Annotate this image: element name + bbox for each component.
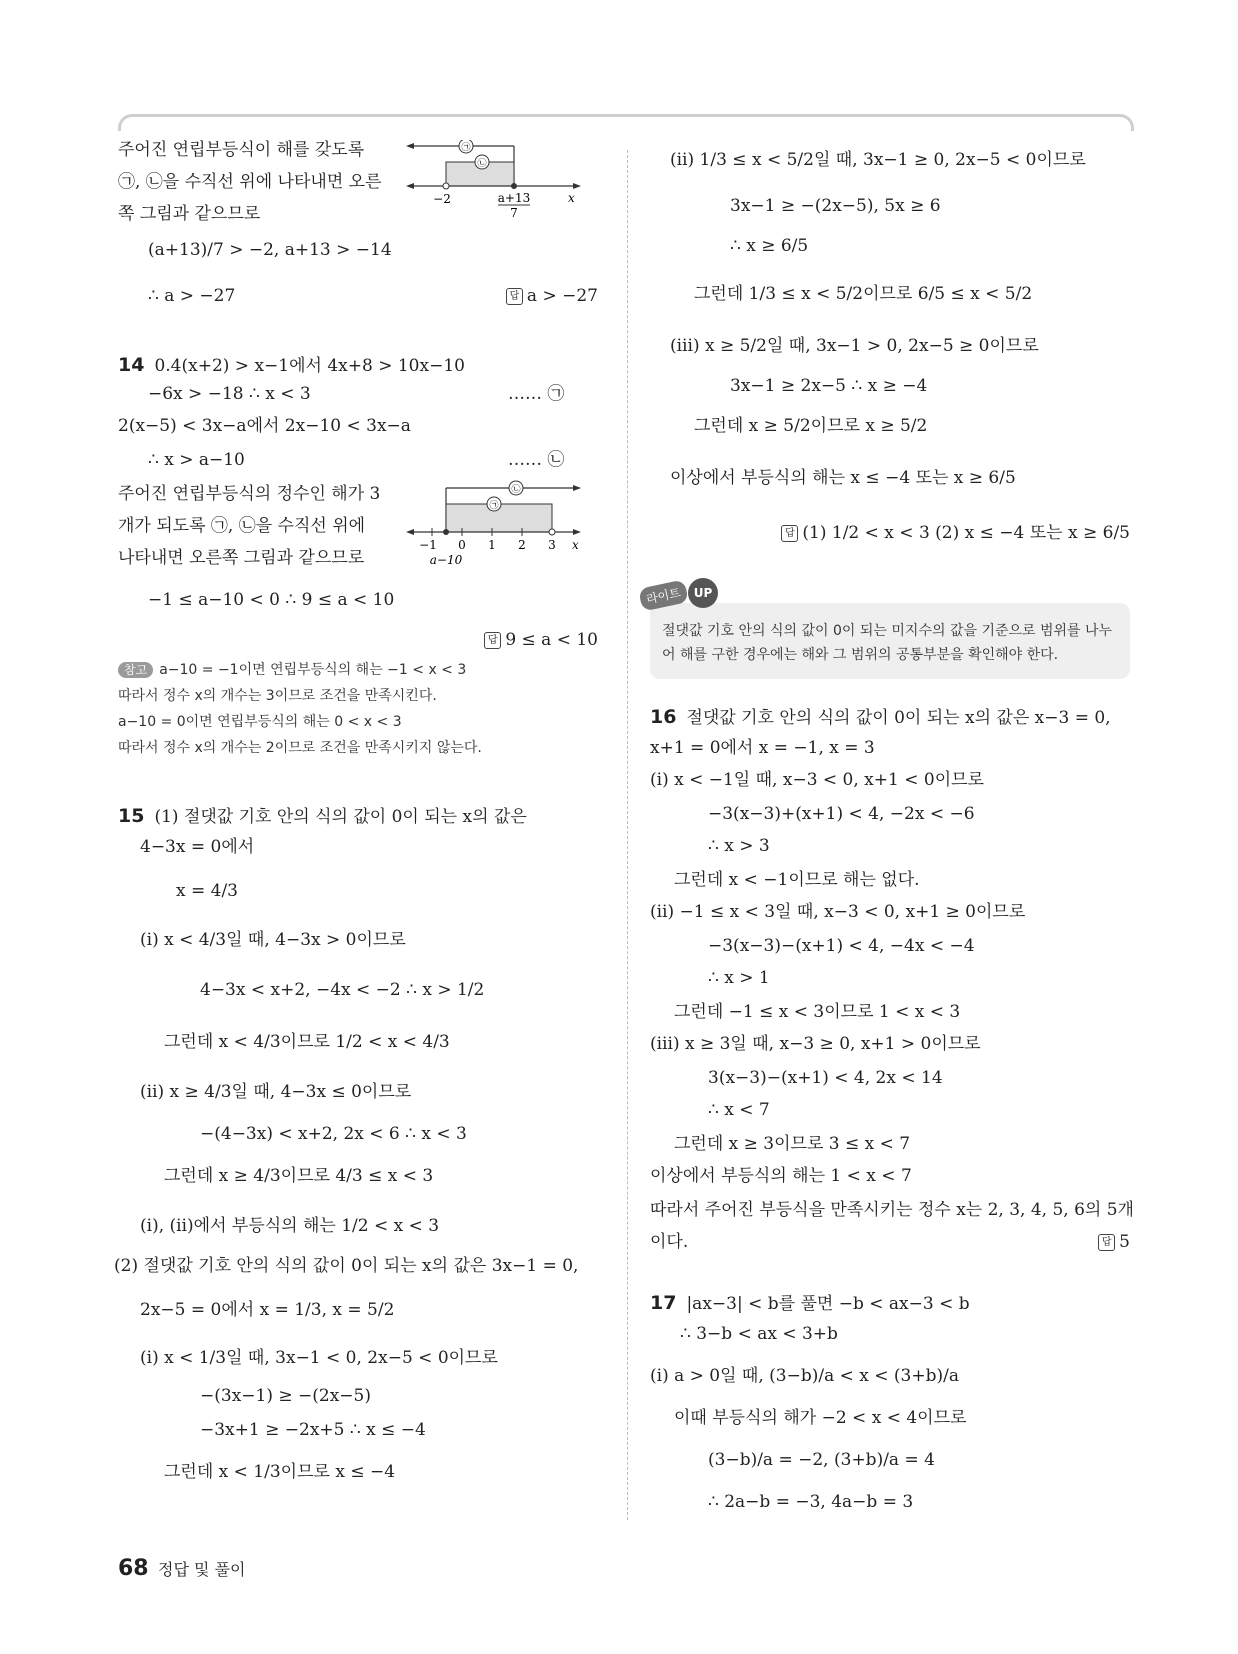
math-line: 3(x−3)−(x+1) < 4, 2x < 14 xyxy=(708,1068,943,1088)
problem-number: 16 xyxy=(650,706,677,728)
answer-mark: 답 xyxy=(1098,1234,1115,1251)
math-line: (ⅱ) x ≥ 4/3일 때, 4−3x ≤ 0이므로 xyxy=(140,1082,412,1102)
label-c1: ㉡ xyxy=(511,485,521,495)
label-c2: ㉠ xyxy=(489,501,499,511)
math-line: (ⅰ) a > 0일 때, (3−b)/a < x < (3+b)/a xyxy=(650,1366,959,1386)
open-point xyxy=(443,183,449,189)
math-line: 3x−1 ≥ 2x−5 ∴ x ≥ −4 xyxy=(730,376,928,396)
tip-badge-up: UP xyxy=(688,578,718,608)
closed-point xyxy=(511,183,517,189)
label-c1: ㉠ xyxy=(461,143,471,153)
math-line: −(3x−1) ≥ −(2x−5) xyxy=(200,1386,371,1406)
tick-label: 7 xyxy=(510,206,518,220)
tip-badge-label: 라이트 xyxy=(638,579,689,611)
math-line: 이상에서 부등식의 해는 x ≤ −4 또는 x ≥ 6/5 xyxy=(670,468,1016,488)
math-line: ∴ x ≥ 6/5 xyxy=(730,236,809,256)
open-point xyxy=(549,529,555,535)
math-line: ∴ x > a−10 xyxy=(148,450,245,470)
tip-badge xyxy=(640,578,716,612)
note-line: 따라서 정수 x의 개수는 3이므로 조건을 만족시킨다. xyxy=(118,688,437,704)
arrow-right xyxy=(573,183,581,189)
closed-point xyxy=(443,529,449,535)
math-line: 그런데 x ≥ 3이므로 3 ≤ x < 7 xyxy=(674,1134,911,1154)
math-line: 이상에서 부등식의 해는 1 < x < 7 xyxy=(650,1166,912,1186)
problem-15-line1: 15 (1) 절댓값 기호 안의 식의 값이 0이 되는 x의 값은 xyxy=(118,805,527,827)
problem-number: 14 xyxy=(118,354,145,376)
arrow-left xyxy=(406,529,414,535)
math-line: −3(x−3)+(x+1) < 4, −2x < −6 xyxy=(708,804,975,824)
answer-16: 답 5 xyxy=(1098,1232,1130,1252)
page-footer xyxy=(118,1556,245,1581)
math-line: (ⅱ) 1/3 ≤ x < 5/2일 때, 3x−1 ≥ 0, 2x−5 < 0이므로 xyxy=(670,150,1086,170)
math-line: (ⅰ), (ⅱ)에서 부등식의 해는 1/2 < x < 3 xyxy=(140,1216,440,1236)
tick-label: 1 xyxy=(488,538,496,552)
math-line: (a+13)/7 > −2, a+13 > −14 xyxy=(148,240,392,260)
answer-mark: 답 xyxy=(484,632,501,649)
text-line: 나타내면 오른쪽 그림과 같으므로 xyxy=(118,548,365,568)
math-line: (ⅰ) x < 4/3일 때, 4−3x > 0이므로 xyxy=(140,930,406,950)
equation-mark: …… ㉠ xyxy=(508,384,565,404)
label-c2: ㉡ xyxy=(477,159,487,169)
axis-label: x xyxy=(572,538,579,552)
tick-label: 3 xyxy=(548,538,556,552)
math-line: 그런데 x < 1/3이므로 x ≤ −4 xyxy=(164,1462,396,1482)
problem-number: 15 xyxy=(118,805,145,827)
math-line: 따라서 주어진 부등식을 만족시키는 정수 x는 2, 3, 4, 5, 6의 5개 xyxy=(650,1200,1134,1220)
math-line: ∴ x < 7 xyxy=(708,1100,770,1120)
math-line: (2) 절댓값 기호 안의 식의 값이 0이 되는 x의 값은 3x−1 = 0, xyxy=(114,1256,579,1276)
text-line: 주어진 연립부등식의 정수인 해가 3 xyxy=(118,484,381,504)
math-line: −3(x−3)−(x+1) < 4, −4x < −4 xyxy=(708,936,975,956)
tick-label: 2 xyxy=(518,538,526,552)
note-tag: 참고 xyxy=(118,662,153,678)
math-line: 그런데 x ≥ 4/3이므로 4/3 ≤ x < 3 xyxy=(164,1166,434,1186)
note-line: a−10 = 0이면 연립부등식의 해는 0 < x < 3 xyxy=(118,714,402,730)
math-line: 2x−5 = 0에서 x = 1/3, x = 5/2 xyxy=(140,1300,395,1320)
text-line: ㉠, ㉡을 수직선 위에 나타내면 오른 xyxy=(118,172,382,192)
answer-13: 답 a > −27 xyxy=(506,286,598,306)
math-line: 그런데 x < 4/3이므로 1/2 < x < 4/3 xyxy=(164,1032,450,1052)
math-line: ∴ a > −27 xyxy=(148,286,236,306)
math-line: 4−3x < x+2, −4x < −2 ∴ x > 1/2 xyxy=(200,980,485,1000)
math-line: (ⅰ) x < −1일 때, x−3 < 0, x+1 < 0이므로 xyxy=(650,770,984,790)
note-line: 참고 a−10 = −1이면 연립부등식의 해는 −1 < x < 3 xyxy=(118,662,466,679)
tick-label: a−10 xyxy=(429,553,463,567)
text-line: 쪽 그림과 같으므로 xyxy=(118,204,261,224)
math-line: ∴ x > 3 xyxy=(708,836,770,856)
math-line: ∴ 3−b < ax < 3+b xyxy=(680,1324,838,1344)
problem-17-line1: 17 |ax−3| < b를 풀면 −b < ax−3 < b xyxy=(650,1292,970,1314)
axis-label: x xyxy=(568,191,575,205)
math-line: (ⅱ) −1 ≤ x < 3일 때, x−3 < 0, x+1 ≥ 0이므로 xyxy=(650,902,1026,922)
answer-14: 답 9 ≤ a < 10 xyxy=(484,630,598,650)
arrow-left xyxy=(406,143,414,149)
page-number: 68 xyxy=(118,1556,149,1581)
tip-text: 절댓값 기호 안의 식의 값이 0이 되는 미지수의 값을 기준으로 범위를 나누어 해를 구한 경우에는 해와 그 범위의 공통부분을 확인해야 한다. xyxy=(662,623,1113,663)
math-line: −6x > −18 ∴ x < 3 xyxy=(148,384,311,404)
column-divider xyxy=(627,150,628,1520)
math-line: −3x+1 ≥ −2x+5 ∴ x ≤ −4 xyxy=(200,1420,426,1440)
note-line: 따라서 정수 x의 개수는 2이므로 조건을 만족시키지 않는다. xyxy=(118,740,482,756)
problem-16-line1: 16 절댓값 기호 안의 식의 값이 0이 되는 x의 값은 x−3 = 0, xyxy=(650,706,1111,728)
math-line: (ⅲ) x ≥ 3일 때, x−3 ≥ 0, x+1 > 0이므로 xyxy=(650,1034,981,1054)
math-line: 그런데 x < −1이므로 해는 없다. xyxy=(674,870,920,890)
math-line: −1 ≤ a−10 < 0 ∴ 9 ≤ a < 10 xyxy=(148,590,395,610)
footer-text: 정답 및 풀이 xyxy=(158,1560,246,1579)
answer-mark: 답 xyxy=(506,288,523,305)
math-line: ∴ x > 1 xyxy=(708,968,770,988)
math-line: 3x−1 ≥ −(2x−5), 5x ≥ 6 xyxy=(730,196,941,216)
math-line: 2(x−5) < 3x−a에서 2x−10 < 3x−a xyxy=(118,416,411,436)
equation-mark: …… ㉡ xyxy=(508,450,565,470)
math-line: ∴ 2a−b = −3, 4a−b = 3 xyxy=(708,1492,914,1512)
tick-label: 0 xyxy=(458,538,466,552)
math-line: 그런데 −1 ≤ x < 3이므로 1 < x < 3 xyxy=(674,1002,961,1022)
problem-number: 17 xyxy=(650,1292,677,1314)
math-line: x = 4/3 xyxy=(176,881,238,901)
tick-label: −1 xyxy=(419,538,437,552)
answer-15: 답 (1) 1/2 < x < 3 (2) x ≤ −4 또는 x ≥ 6/5 xyxy=(781,518,1130,543)
math-line: (ⅲ) x ≥ 5/2일 때, 3x−1 > 0, 2x−5 ≥ 0이므로 xyxy=(670,336,1039,356)
math-line: (ⅰ) x < 1/3일 때, 3x−1 < 0, 2x−5 < 0이므로 xyxy=(140,1348,498,1368)
top-border xyxy=(118,114,1134,131)
arrow-right xyxy=(573,485,581,491)
answer-mark: 답 xyxy=(781,525,798,542)
text-line: 개가 되도록 ㉠, ㉡을 수직선 위에 xyxy=(118,516,366,536)
math-line: 이때 부등식의 해가 −2 < x < 4이므로 xyxy=(674,1408,967,1428)
math-line: (3−b)/a = −2, (3+b)/a = 4 xyxy=(708,1450,935,1470)
math-line: 4−3x = 0에서 xyxy=(140,837,255,857)
number-line-figure-14 xyxy=(406,480,596,570)
math-line: −(4−3x) < x+2, 2x < 6 ∴ x < 3 xyxy=(200,1124,467,1144)
math-line: x+1 = 0에서 x = −1, x = 3 xyxy=(650,738,875,758)
tick-label: a+13 xyxy=(497,191,531,205)
arrow-right xyxy=(573,529,581,535)
problem-14-line1: 14 0.4(x+2) > x−1에서 4x+8 > 10x−10 xyxy=(118,354,465,376)
arrow-left xyxy=(406,183,414,189)
tick-label: −2 xyxy=(433,192,451,206)
math-line: 그런데 1/3 ≤ x < 5/2이므로 6/5 ≤ x < 5/2 xyxy=(694,284,1033,304)
math-line: 그런데 x ≥ 5/2이므로 x ≥ 5/2 xyxy=(694,416,928,436)
text-line: 주어진 연립부등식이 해를 갖도록 xyxy=(118,140,365,160)
math-line: 이다. xyxy=(650,1232,689,1252)
number-line-figure-13 xyxy=(406,140,596,220)
